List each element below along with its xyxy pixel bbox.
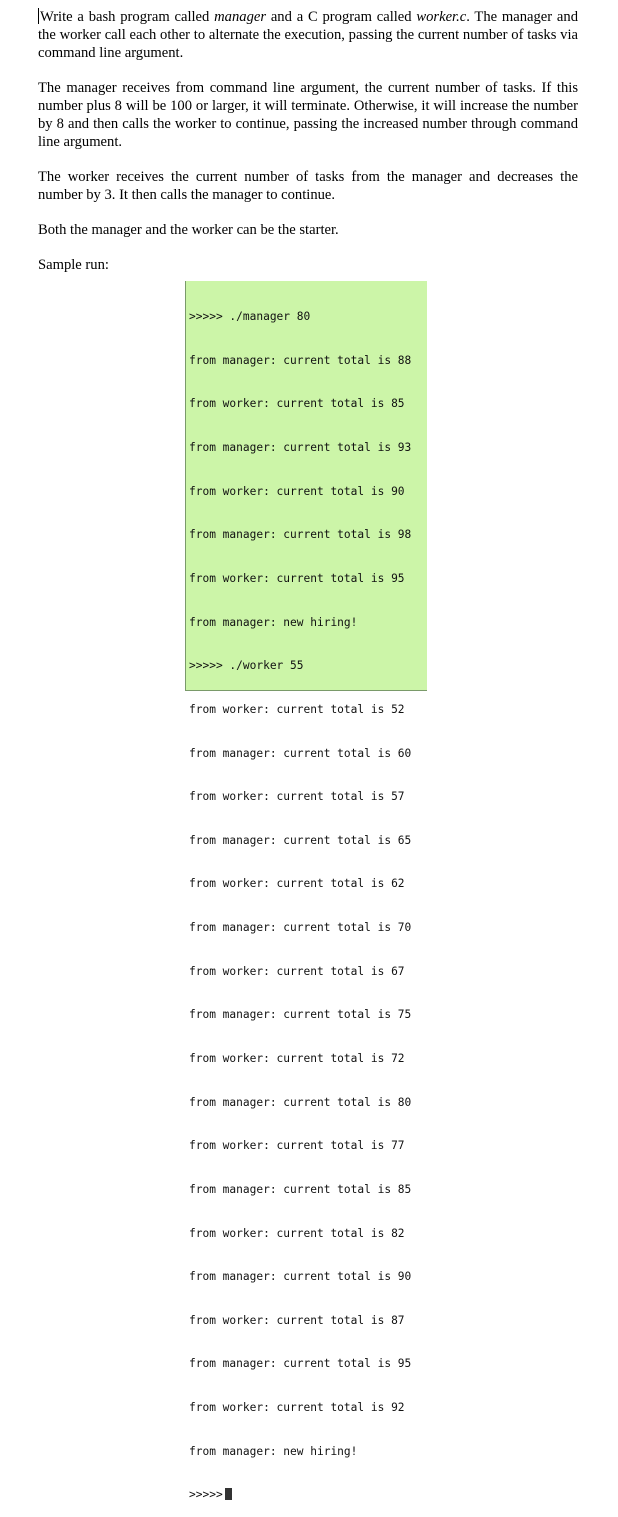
paragraph-manager-spec: The manager receives from command line argument, the current number of tasks. If this number plus 8 will be 100 or larger, it will terminate. Otherwise, it will increase the number by 8 and then calls the worker to continue, passing the increased number through command line argument.: [38, 80, 578, 150]
terminal-line: from worker: current total is 95: [189, 571, 405, 585]
terminal-line: from manager: current total is 88: [189, 353, 412, 367]
worker-name: worker.c: [416, 9, 467, 25]
intro-text-1: Write a bash program called: [40, 9, 215, 25]
terminal-line: from worker: current total is 57: [189, 790, 405, 804]
terminal-line: from manager: current total is 85: [189, 1182, 412, 1196]
terminal-block-cursor: [225, 1488, 232, 1500]
terminal-line: >>>>> ./worker 55: [189, 659, 304, 673]
paragraph-worker-spec: The worker receives the current number of tasks from the manager and decreases the number by 3. It then calls the manager to continue.: [38, 169, 578, 203]
terminal-line: from worker: current total is 85: [189, 397, 405, 411]
terminal-line: from worker: current total is 87: [189, 1313, 405, 1327]
terminal-line: from manager: new hiring!: [189, 1444, 358, 1458]
terminal-line: from worker: current total is 67: [189, 964, 405, 978]
manager-name: manager: [214, 9, 267, 25]
terminal-prompt: >>>>>: [189, 1488, 223, 1502]
paragraph-intro: [38, 8, 578, 62]
intro-text-3: . The manager and the worker call each other to alternate the execution, passing the current number of tasks via command line argument.: [38, 9, 579, 61]
terminal-line: from worker: current total is 52: [189, 702, 405, 716]
terminal-line: from manager: current total is 93: [189, 441, 412, 455]
terminal-output: [185, 281, 427, 1502]
document-body: [38, 8, 578, 274]
terminal-line: from manager: current total is 98: [189, 528, 412, 542]
terminal-line: from worker: current total is 92: [189, 1401, 405, 1415]
terminal-line: from worker: current total is 82: [189, 1226, 405, 1240]
terminal-line: from worker: current total is 77: [189, 1139, 405, 1153]
terminal-line: from worker: current total is 72: [189, 1051, 405, 1065]
text-cursor: [38, 8, 39, 24]
terminal-line: >>>>> ./manager 80: [189, 310, 311, 324]
terminal-line: from manager: current total is 75: [189, 1008, 412, 1022]
terminal-line: from manager: new hiring!: [189, 615, 358, 629]
intro-text-2: and a C program called: [266, 9, 417, 25]
paragraph-starter: Both the manager and the worker can be the starter.: [38, 222, 339, 238]
terminal-line: from worker: current total is 90: [189, 484, 405, 498]
terminal-line: from manager: current total is 70: [189, 921, 412, 935]
terminal-line: from manager: current total is 90: [189, 1270, 412, 1284]
terminal-line: from manager: current total is 95: [189, 1357, 412, 1371]
terminal-line: from manager: current total is 80: [189, 1095, 412, 1109]
terminal-prompt-line[interactable]: [189, 1488, 427, 1503]
terminal-line: from manager: current total is 60: [189, 746, 412, 760]
terminal-line: from worker: current total is 62: [189, 877, 405, 891]
terminal-line: from manager: current total is 65: [189, 833, 412, 847]
sample-run-heading: Sample run:: [38, 257, 109, 273]
